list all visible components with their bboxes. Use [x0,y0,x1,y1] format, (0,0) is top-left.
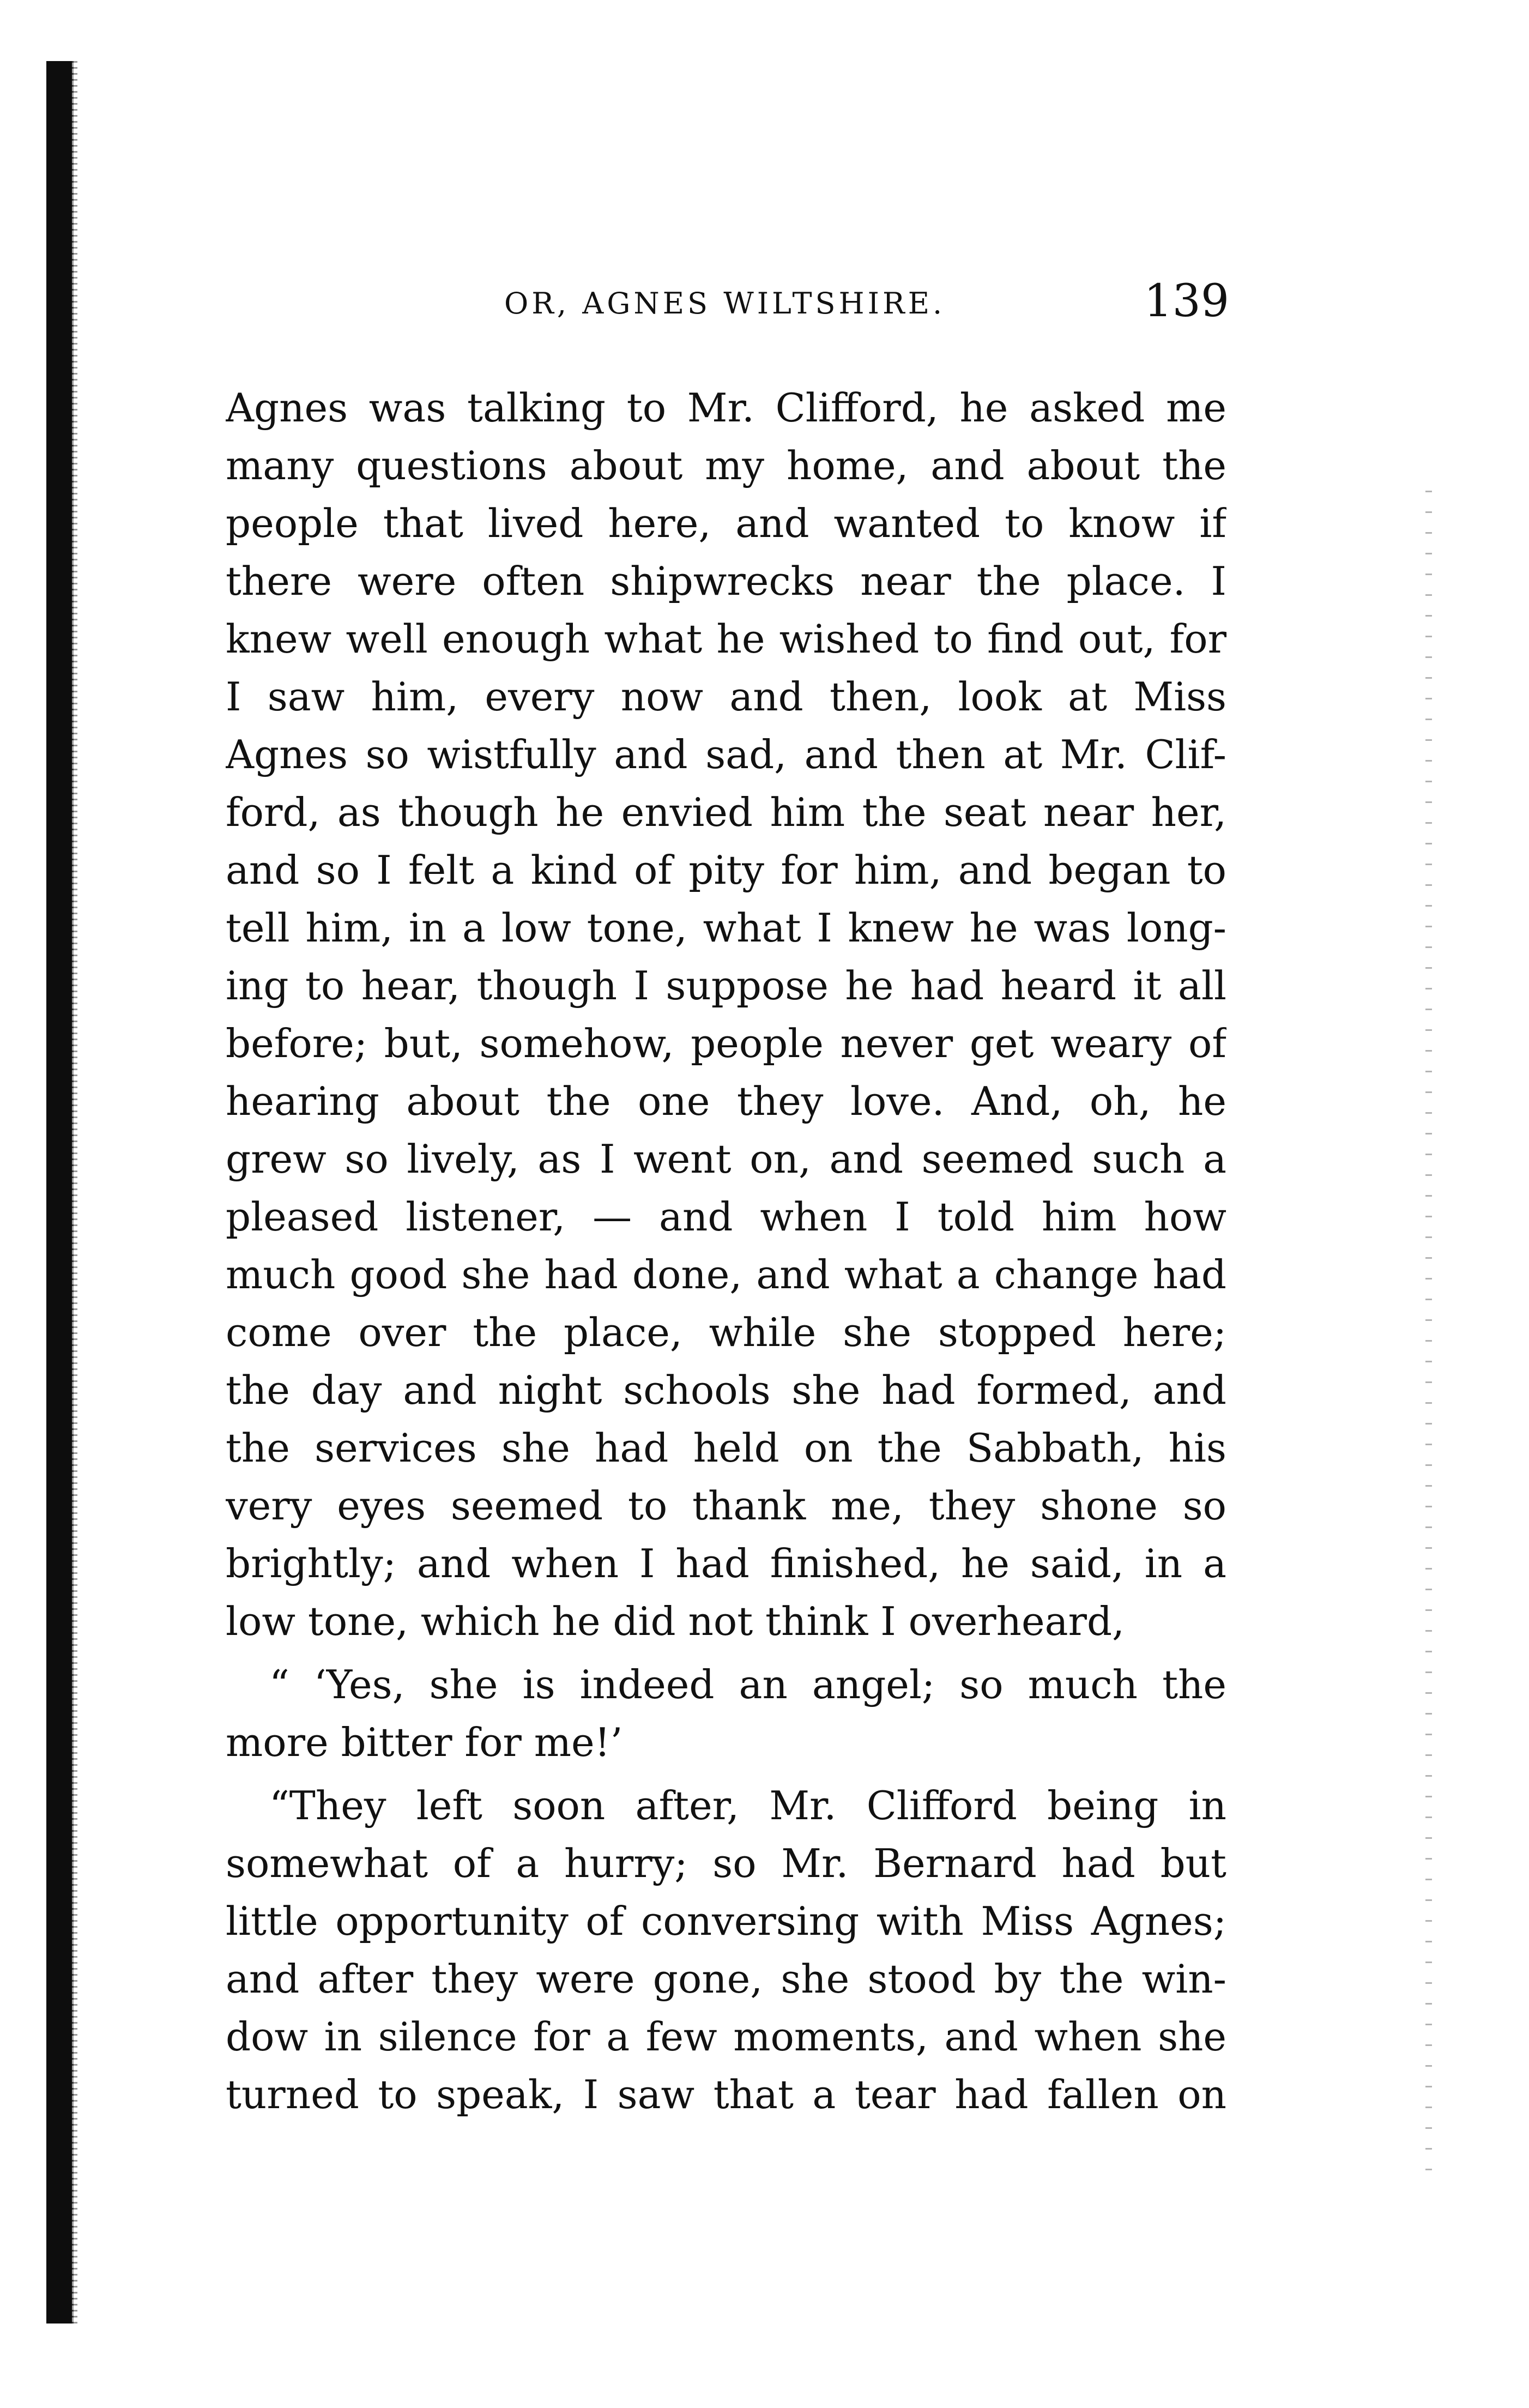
text-line: “They left soon after, Mr. Clifford being in [269,1783,1226,1828]
text-line: hearing about the one they love. And, oh, he [226,1078,1226,1124]
text-line: the services she had held on the Sabbath, his [226,1425,1226,1471]
text-line: somewhat of a hurry; so Mr. Bernard had but [226,1840,1226,1886]
text-line: ford, as though he envied him the seat near her, [226,789,1226,835]
text-line: I saw him, every now and then, look at Miss [226,674,1226,720]
body-text [226,379,1226,2123]
paragraph-gap [226,1771,1226,1777]
paragraph-gap [226,1650,1226,1656]
text-line: come over the place, while she stopped here; [226,1309,1226,1355]
text-line: more bitter for me!’ [226,1719,623,1765]
page-edge-specks [1425,491,1432,2181]
binding-edge-shadow [46,61,74,2323]
text-line: tell him, in a low tone, what I knew he was long- [226,905,1226,951]
text-line: and so I felt a kind of pity for him, and began to [226,847,1226,893]
running-head: OR, AGNES WILTSHIRE. [504,286,946,321]
text-line: grew so lively, as I went on, and seemed such a [226,1136,1226,1182]
text-line: much good she had done, and what a change had [226,1252,1226,1297]
text-line: Agnes was talking to Mr. Clifford, he asked me [226,385,1226,431]
binding-edge-texture [72,61,77,2323]
text-line: brightly; and when I had finished, he said, in a [226,1541,1226,1586]
paragraph [226,1656,1226,1771]
text-line: little opportunity of conversing with Miss Agnes; [226,1898,1226,1944]
text-line: ing to hear, though I suppose he had heard it all [226,963,1226,1009]
text-line: there were often shipwrecks near the place. I [226,558,1226,604]
text-line: pleased listener, — and when I told him how [226,1194,1226,1240]
text-line: low tone, which he did not think I overheard, [226,1598,1125,1644]
text-line: many questions about my home, and about the [226,443,1226,488]
text-line: people that lived here, and wanted to know if [226,500,1226,546]
paragraph [226,1777,1226,2123]
text-line: “ ‘Yes, she is indeed an angel; so much the [269,1662,1226,1707]
text-line: knew well enough what he wished to find out, for [226,616,1226,662]
text-line: before; but, somehow, people never get weary of [226,1021,1226,1066]
text-line: and after they were gone, she stood by the win- [226,1956,1226,2002]
text-line: Agnes so wistfully and sad, and then at Mr. Clif- [226,732,1226,777]
paragraph [226,379,1226,1650]
text-line: turned to speak, I saw that a tear had fallen on [226,2072,1226,2117]
text-line: very eyes seemed to thank me, they shone so [226,1483,1226,1529]
page-number: 139 [1144,275,1229,327]
text-line: the day and night schools she had formed, and [226,1367,1226,1413]
page-header [232,270,1229,335]
text-line: dow in silence for a few moments, and when she [226,2014,1226,2060]
